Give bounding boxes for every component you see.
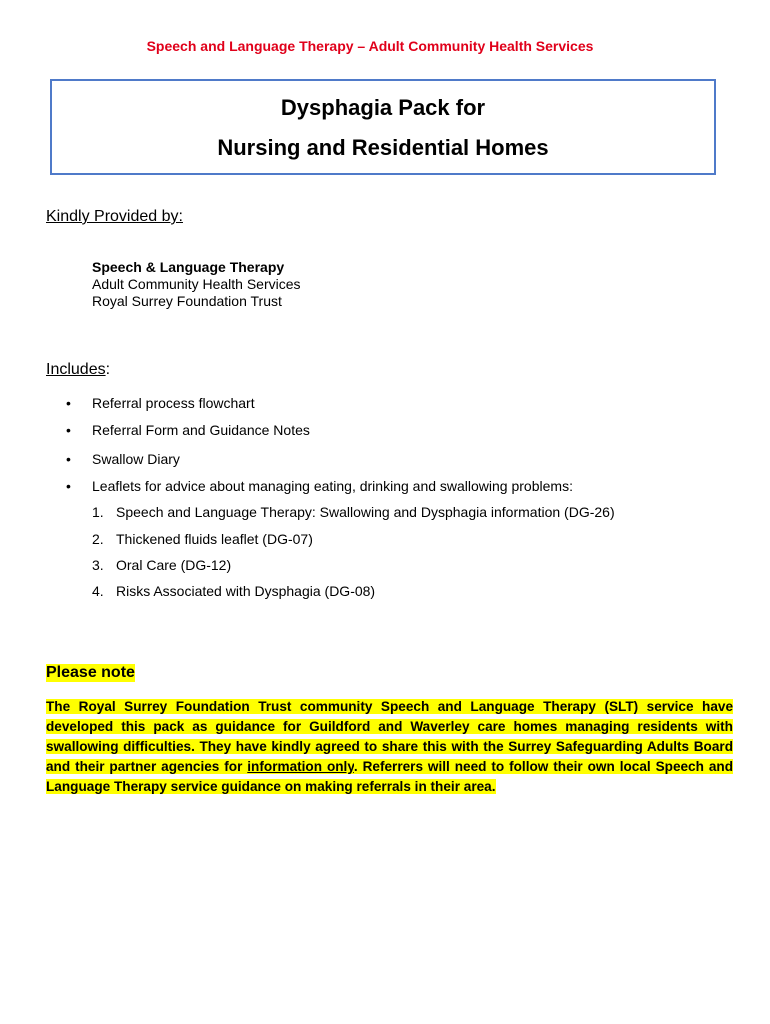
list-item-text: Referral process flowchart: [92, 395, 255, 411]
provider-line-2: Adult Community Health Services: [92, 276, 301, 292]
note-emphasis: information only: [247, 759, 354, 774]
note-heading: Please note: [46, 664, 135, 681]
page-header: Speech and Language Therapy – Adult Community Health Services: [146, 38, 594, 54]
list-item-text: Referral Form and Guidance Notes: [92, 422, 310, 438]
bullet-icon: •: [66, 478, 71, 494]
bullet-icon: •: [66, 395, 71, 411]
includes-label-text: Includes: [46, 361, 106, 378]
note-body: [46, 697, 733, 797]
leaflet-text: Risks Associated with Dysphagia (DG-08): [116, 583, 376, 599]
leaflet-number: 2.: [92, 531, 104, 547]
provider-block: [92, 259, 301, 310]
leaflet-number: 4.: [92, 583, 104, 599]
list-item-text: Swallow Diary: [92, 451, 180, 467]
list-item-text: Leaflets for advice about managing eating, drinking and swallowing problems:: [92, 478, 573, 494]
provider-line-3: Royal Surrey Foundation Trust: [92, 293, 282, 309]
leaflet-number: 3.: [92, 557, 104, 573]
includes-label: [46, 361, 110, 379]
includes-colon: :: [105, 361, 111, 378]
leaflet-text: Oral Care (DG-12): [116, 557, 232, 573]
provider-name: Speech & Language Therapy: [92, 259, 285, 275]
bullet-icon: •: [66, 451, 71, 467]
leaflet-text: Speech and Language Therapy: Swallowing and Dysphagia information (DG-26): [116, 504, 615, 520]
title-line-2: Nursing and Residential Homes: [217, 135, 549, 160]
note-text-part-2: . Referrers will need to follow their own local Speech and Language Therapy service guidance on making referrals in their area.: [46, 759, 733, 794]
leaflet-text: Thickened fluids leaflet (DG-07): [116, 531, 313, 547]
leaflet-number: 1.: [92, 504, 104, 520]
provided-by-label: Kindly Provided by:: [46, 208, 183, 225]
bullet-icon: •: [66, 422, 71, 438]
title-box: [50, 79, 716, 175]
note-text-part-1: The Royal Surrey Foundation Trust community Speech and Language Therapy (SLT) service have developed this pack as guidance for Guildford and Waverley care homes managing residents with swallowing difficulties. They have kindly agreed to share this with the Surrey Safeguarding Adults Board and their partner agencies for: [46, 699, 733, 774]
title-line-1: Dysphagia Pack for: [280, 95, 486, 120]
